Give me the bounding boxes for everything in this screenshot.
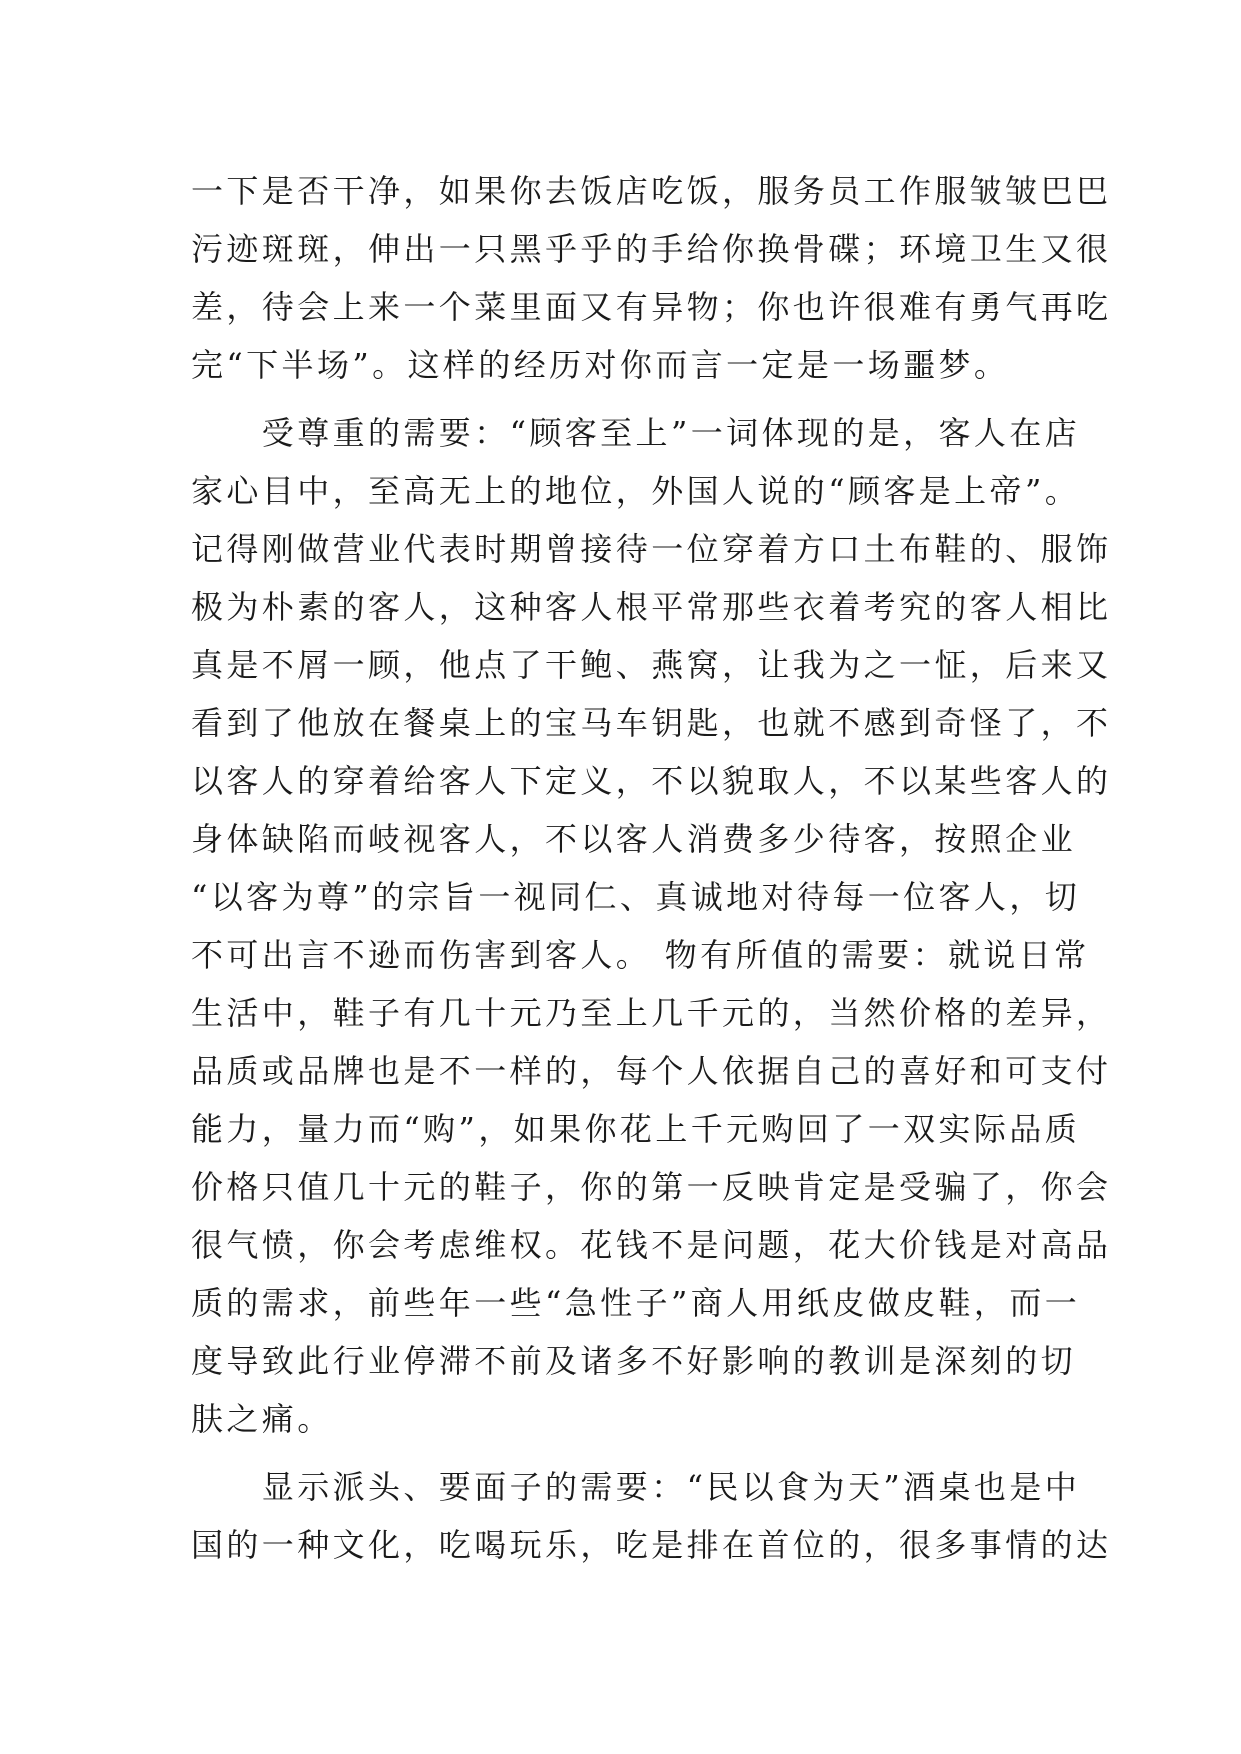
text-line: 国的一种文化，吃喝玩乐，吃是排在首位的，很多事情的达 xyxy=(191,1526,1112,1564)
paragraph-hygiene xyxy=(191,162,1112,394)
text-line: “以客为尊”的宗旨一视同仁、真诚地对待每一位客人，切 xyxy=(191,878,1081,916)
paragraph-respect xyxy=(191,404,1112,1448)
text-line: 品质或品牌也是不一样的，每个人依据自己的喜好和可支付 xyxy=(191,1052,1112,1090)
text-line: 污迹斑斑，伸出一只黑乎乎的手给你换骨碟；环境卫生又很 xyxy=(191,230,1112,268)
text-line: 完“下半场”。这样的经历对你而言一定是一场噩梦。 xyxy=(191,346,1010,384)
text-line: 家心目中，至高无上的地位，外国人说的“顾客是上帝”。 xyxy=(191,472,1081,510)
text-line: 极为朴素的客人，这种客人根平常那些衣着考究的客人相比 xyxy=(191,588,1112,626)
text-line: 生活中，鞋子有几十元乃至上几千元的，当然价格的差异， xyxy=(191,994,1112,1032)
paragraph-gap xyxy=(191,1448,1051,1458)
text-line: 一下是否干净，如果你去饭店吃饭，服务员工作服皱皱巴巴 xyxy=(191,172,1112,210)
text-line: 价格只值几十元的鞋子，你的第一反映肯定是受骗了，你会 xyxy=(191,1168,1112,1206)
text-line: 度导致此行业停滞不前及诸多不好影响的教训是深刻的切 xyxy=(191,1342,1077,1380)
text-line: 真是不屑一顾，他点了干鲍、燕窝，让我为之一怔，后来又 xyxy=(191,646,1112,684)
text-line: 差，待会上来一个菜里面又有异物；你也许很难有勇气再吃 xyxy=(191,288,1112,326)
text-line: 看到了他放在餐桌上的宝马车钥匙，也就不感到奇怪了，不 xyxy=(191,704,1112,742)
text-line: 受尊重的需要：“顾客至上”一词体现的是，客人在店 xyxy=(191,414,1081,452)
text-line: 以客人的穿着给客人下定义，不以貌取人，不以某些客人的 xyxy=(191,762,1112,800)
text-line: 肤之痛。 xyxy=(191,1400,333,1438)
text-line: 很气愤，你会考虑维权。花钱不是问题，花大价钱是对高品 xyxy=(191,1226,1112,1264)
paragraph-face xyxy=(191,1458,1112,1574)
text-line: 显示派头、要面子的需要：“民以食为天”酒桌也是中 xyxy=(191,1468,1081,1506)
text-line: 身体缺陷而岐视客人，不以客人消费多少待客，按照企业 xyxy=(191,820,1077,858)
text-line: 不可出言不逊而伤害到客人。 物有所值的需要：就说日常 xyxy=(191,936,1090,974)
text-line: 能力，量力而“购”，如果你花上千元购回了一双实际品质 xyxy=(191,1110,1081,1148)
paragraph-gap xyxy=(191,394,1051,404)
text-line: 质的需求，前些年一些“急性子”商人用纸皮做皮鞋，而一 xyxy=(191,1284,1081,1322)
text-line: 记得刚做营业代表时期曾接待一位穿着方口土布鞋的、服饰 xyxy=(191,530,1112,568)
body-text xyxy=(191,162,1112,1574)
